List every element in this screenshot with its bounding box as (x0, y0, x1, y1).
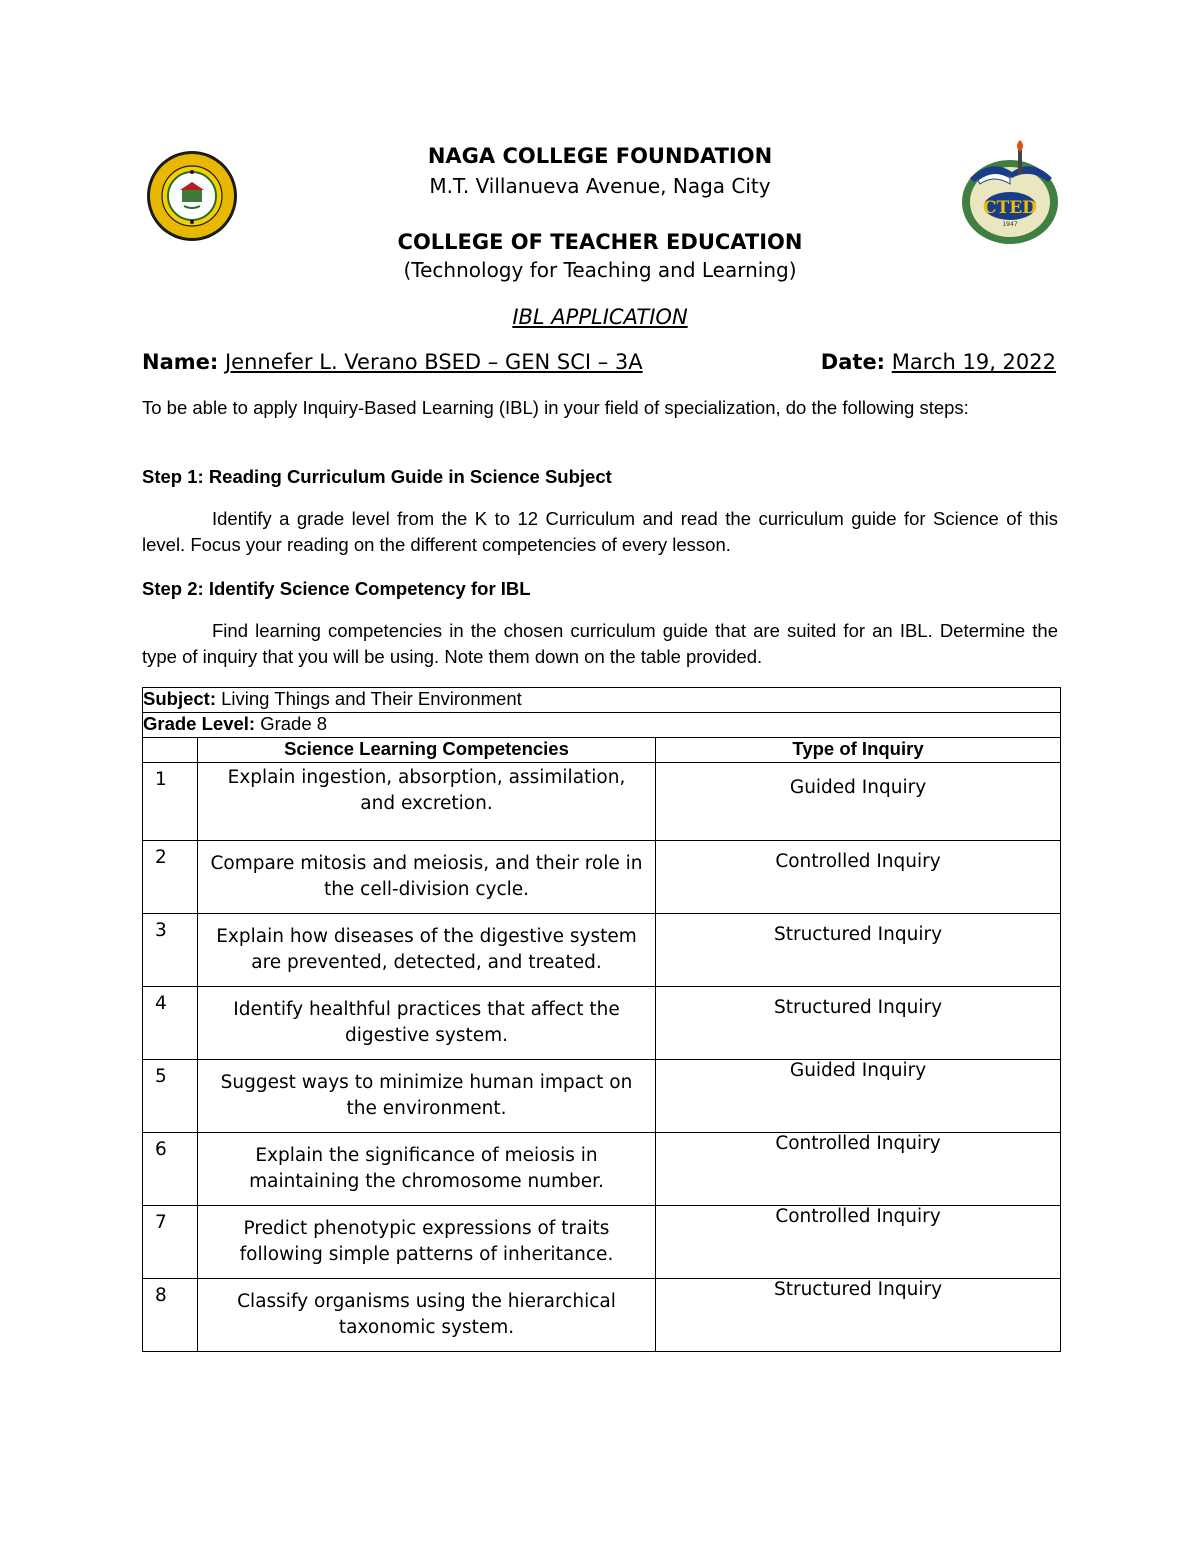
header-num-cell (143, 738, 198, 763)
grade-value: Grade 8 (255, 713, 328, 734)
inquiry-type-cell: Guided Inquiry (656, 1060, 1061, 1133)
intro-paragraph: To be able to apply Inquiry-Based Learning (IBL) in your field of specialization, do the following steps: (142, 397, 969, 418)
step-2-body: Find learning competencies in the chosen curriculum guide that are suited for an IBL. Determine the type of inquiry that you will be using. Note them down on the table provided. (142, 620, 1058, 667)
inquiry-type-cell: Guided Inquiry (656, 763, 1061, 841)
row-number: 3 (143, 914, 198, 987)
row-number: 2 (143, 841, 198, 914)
date-value: March 19, 2022 (891, 350, 1056, 374)
row-number: 8 (143, 1279, 198, 1352)
table-row (143, 1060, 1061, 1133)
college-name: COLLEGE OF TEACHER EDUCATION (397, 230, 803, 254)
competency-cell: Suggest ways to minimize human impact on the environment. (198, 1060, 656, 1133)
table-row (143, 914, 1061, 987)
competency-rows (143, 763, 1061, 1352)
subject-label: Subject: (143, 688, 216, 709)
header-competency: Science Learning Competencies (198, 738, 656, 763)
document-title: IBL APPLICATION (512, 305, 688, 329)
inquiry-type-cell: Controlled Inquiry (656, 1206, 1061, 1279)
subject-row (143, 688, 1061, 713)
row-number: 5 (143, 1060, 198, 1133)
row-number: 4 (143, 987, 198, 1060)
competency-cell: Explain how diseases of the digestive system are prevented, detected, and treated. (198, 914, 656, 987)
school-name: NAGA COLLEGE FOUNDATION (427, 144, 773, 168)
svg-text:1947: 1947 (1002, 221, 1018, 228)
competency-cell: Explain ingestion, absorption, assimilation, and excretion. (198, 763, 656, 841)
step-1-body: Identify a grade level from the K to 12 Curriculum and read the curriculum guide for Science of this level. Focus your reading on the different competencies of every lesson. (142, 508, 1058, 555)
name-label: Name: (142, 350, 219, 374)
step-2-title: Step 2: Identify Science Competency for IBL (142, 578, 531, 599)
header-type: Type of Inquiry (656, 738, 1061, 763)
subject-value: Living Things and Their Environment (215, 688, 522, 709)
inquiry-type-cell: Structured Inquiry (656, 987, 1061, 1060)
inquiry-type-cell: Structured Inquiry (656, 1279, 1061, 1352)
table-row (143, 987, 1061, 1060)
inquiry-type-cell: Controlled Inquiry (656, 841, 1061, 914)
row-number: 6 (143, 1133, 198, 1206)
table-row (143, 1279, 1061, 1352)
table-row (143, 763, 1061, 841)
cted-logo-text: CTED (983, 198, 1037, 218)
inquiry-type-cell: Structured Inquiry (656, 914, 1061, 987)
student-name: Jennefer L. Verano BSED – GEN SCI – 3A (224, 350, 643, 374)
program-name: (Technology for Teaching and Learning) (403, 258, 797, 282)
grade-label: Grade Level: (143, 713, 256, 734)
competency-cell: Identify healthful practices that affect the digestive system. (198, 987, 656, 1060)
competency-table (142, 687, 1061, 1352)
student-name-line (142, 350, 643, 374)
row-number: 7 (143, 1206, 198, 1279)
table-row (143, 1206, 1061, 1279)
inquiry-type-cell: Controlled Inquiry (656, 1133, 1061, 1206)
grade-row (143, 713, 1061, 738)
date-label: Date: (820, 350, 886, 374)
date-line (821, 350, 1056, 374)
table-row (143, 1133, 1061, 1206)
competency-cell: Predict phenotypic expressions of traits following simple patterns of inheritance. (198, 1206, 656, 1279)
competency-cell: Explain the significance of meiosis in maintaining the chromosome number. (198, 1133, 656, 1206)
competency-cell: Compare mitosis and meiosis, and their role in the cell-division cycle. (198, 841, 656, 914)
row-number: 1 (143, 763, 198, 841)
table-header-row (143, 738, 1061, 763)
step-1-title: Step 1: Reading Curriculum Guide in Science Subject (142, 466, 612, 487)
competency-cell: Classify organisms using the hierarchical taxonomic system. (198, 1279, 656, 1352)
school-address: M.T. Villanueva Avenue, Naga City (429, 174, 771, 198)
table-row (143, 841, 1061, 914)
